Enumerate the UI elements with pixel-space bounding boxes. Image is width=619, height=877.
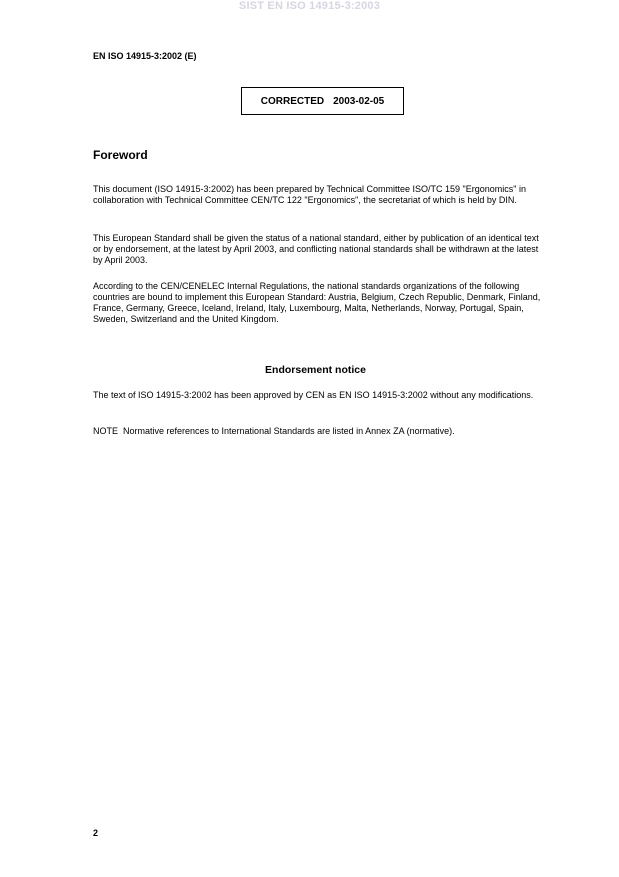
endorsement-note: NOTE Normative references to International Standards are listed in Annex ZA (normative).: [93, 426, 455, 436]
foreword-paragraph-2: This European Standard shall be given the status of a national standard, either by publication of an identical text or by endorsement, at the latest by April 2003, and conflicting national standards shall be withdrawn at the latest by April 2003.: [93, 233, 539, 265]
corrected-stamp: [241, 87, 404, 115]
endorsement-heading: Endorsement notice: [265, 364, 366, 376]
foreword-heading: Foreword: [93, 148, 148, 162]
foreword-paragraph-1: This document (ISO 14915-3:2002) has been prepared by Technical Committee ISO/TC 159 "Ergonomics" in collaboration with Technical Committee CEN/TC 122 "Ergonomics", the secretariat of which is held by DIN.: [93, 184, 526, 205]
watermark: SIST EN ISO 14915-3:2003: [238, 0, 381, 12]
document-identifier: EN ISO 14915-3:2002 (E): [93, 51, 197, 61]
endorsement-paragraph: The text of ISO 14915-3:2002 has been approved by CEN as EN ISO 14915-3:2002 without any modifications.: [93, 390, 534, 400]
corrected-date: 2003-02-05: [333, 95, 385, 107]
corrected-label: CORRECTED: [260, 95, 325, 107]
page-number: 2: [93, 828, 99, 838]
foreword-paragraph-3: According to the CEN/CENELEC Internal Regulations, the national standards organizations of the following countries are bound to implement this European Standard: Austria, Belgium, Czech Republic, Denmark, Finland, France, Germany, Greece, Iceland, Ireland, Italy, Luxembourg, Malta, Netherlands, Norway, Portugal, Spain, Sweden, Switzerland and the United Kingdom.: [93, 281, 541, 324]
